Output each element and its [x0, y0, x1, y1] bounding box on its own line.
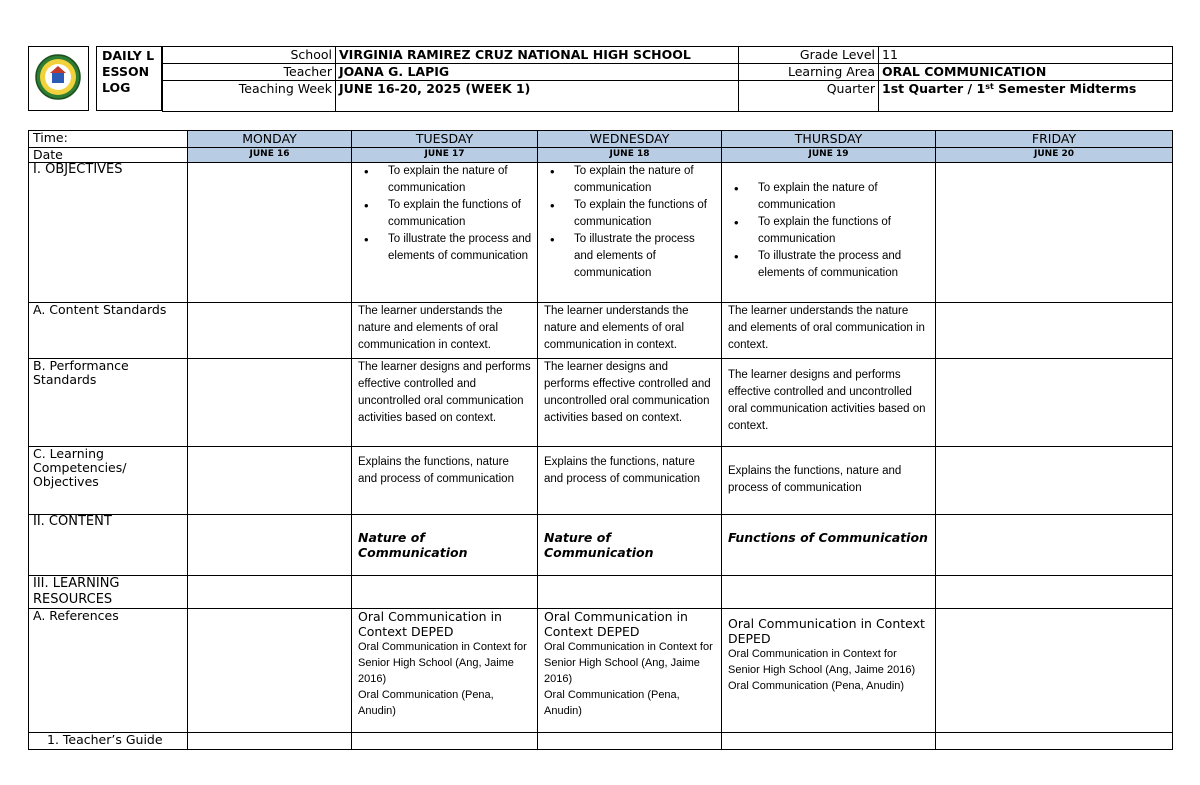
reference-deped: Oral Communication in Context DEPED	[358, 609, 502, 639]
date-monday: JUNE 16	[188, 148, 352, 163]
performance-standards-wednesday: The learner designs and performs effective controlled and uncontrolled oral communication activities based on context.	[538, 359, 722, 447]
reference-ang-jaime: Oral Communication in Context for Senior High School (Ang, Jaime 2016)	[544, 641, 713, 685]
objective-item: • To explain the functions of communication	[388, 197, 533, 231]
day-monday: MONDAY	[188, 131, 352, 148]
objectives-friday	[936, 163, 1173, 303]
teaching-week-value: JUNE 16-20, 2025 (WEEK 1)	[336, 81, 739, 112]
reference-pena-anudin: Oral Communication (Pena, Anudin)	[358, 689, 494, 717]
school-logo-cell	[28, 46, 89, 111]
content-wednesday: Nature of Communication	[538, 515, 722, 576]
date-wednesday: JUNE 18	[538, 148, 722, 163]
learning-resources-heading: III. LEARNING RESOURCES	[29, 576, 188, 609]
reference-pena-anudin: Oral Communication (Pena, Anudin)	[544, 689, 680, 717]
content-standards-thursday: The learner understands the nature and elements of oral communication in context.	[722, 303, 936, 359]
objectives-heading: I. OBJECTIVES	[29, 163, 188, 303]
references-thursday	[722, 609, 936, 733]
content-friday	[936, 515, 1173, 576]
quarter-value: 1st Quarter / 1st Semester Midterms	[879, 81, 1173, 112]
objective-item: • To illustrate the process and elements of communication	[574, 231, 717, 282]
teachers-guide-friday	[936, 733, 1173, 750]
date-label: Date	[29, 148, 188, 163]
date-friday: JUNE 20	[936, 148, 1173, 163]
content-standards-tuesday: The learner understands the nature and elements of oral communication in context.	[352, 303, 538, 359]
references-label: A. References	[29, 609, 188, 733]
objectives-wednesday	[538, 163, 722, 303]
reference-pena-anudin: Oral Communication (Pena, Anudin)	[728, 680, 905, 692]
resources-monday	[188, 576, 352, 609]
objective-item: • To explain the nature of communication	[758, 180, 931, 214]
header-info-table	[162, 46, 1173, 112]
teaching-week-label: Teaching Week	[163, 81, 336, 112]
competencies-wednesday: Explains the functions, nature and process of communication	[538, 447, 722, 515]
daily-lesson-log-title: DAILY LESSON LOG	[96, 46, 162, 111]
competencies-monday	[188, 447, 352, 515]
school-label: School	[163, 47, 336, 64]
competencies-friday	[936, 447, 1173, 515]
objectives-tuesday	[352, 163, 538, 303]
objective-item: • To illustrate the process and elements of communication	[758, 248, 931, 282]
objectives-thursday	[722, 163, 936, 303]
content-standards-monday	[188, 303, 352, 359]
competencies-tuesday: Explains the functions, nature and process of communication	[352, 447, 538, 515]
teachers-guide-thursday	[722, 733, 936, 750]
quarter-label: Quarter	[739, 81, 879, 112]
performance-standards-tuesday: The learner designs and performs effective controlled and uncontrolled oral communication activities based on context.	[352, 359, 538, 447]
learning-area-label: Learning Area	[739, 64, 879, 81]
objective-item: • To explain the functions of communication	[574, 197, 717, 231]
references-wednesday	[538, 609, 722, 733]
performance-standards-monday	[188, 359, 352, 447]
grade-level-value: 11	[879, 47, 1173, 64]
resources-thursday	[722, 576, 936, 609]
content-monday	[188, 515, 352, 576]
performance-standards-thursday: The learner designs and performs effective controlled and uncontrolled oral communication activities based on context.	[722, 359, 936, 447]
reference-deped: Oral Communication in Context DEPED	[728, 616, 925, 646]
objective-item: • To explain the functions of communication	[758, 214, 931, 248]
day-friday: FRIDAY	[936, 131, 1173, 148]
objective-item: • To explain the nature of communication	[388, 163, 533, 197]
school-seal-icon	[29, 47, 88, 110]
content-tuesday: Nature of Communication	[352, 515, 538, 576]
reference-ang-jaime: Oral Communication in Context for Senior High School (Ang, Jaime 2016)	[728, 648, 916, 676]
day-thursday: THURSDAY	[722, 131, 936, 148]
content-thursday: Functions of Communication	[722, 515, 936, 576]
content-standards-label: A. Content Standards	[29, 303, 188, 359]
references-friday	[936, 609, 1173, 733]
teachers-guide-wednesday	[538, 733, 722, 750]
teachers-guide-tuesday	[352, 733, 538, 750]
date-tuesday: JUNE 17	[352, 148, 538, 163]
resources-friday	[936, 576, 1173, 609]
competencies-thursday: Explains the functions, nature and process of communication	[722, 447, 936, 515]
teachers-guide-label: 1. Teacher’s Guide	[29, 733, 188, 750]
school-value: VIRGINIA RAMIREZ CRUZ NATIONAL HIGH SCHOOL	[336, 47, 739, 64]
date-thursday: JUNE 19	[722, 148, 936, 163]
reference-ang-jaime: Oral Communication in Context for Senior High School (Ang, Jaime 2016)	[358, 641, 527, 685]
objectives-monday	[188, 163, 352, 303]
objective-item: • To illustrate the process and elements of communication	[388, 231, 533, 265]
lesson-grid	[28, 130, 1173, 750]
learning-area-value: ORAL COMMUNICATION	[879, 64, 1173, 81]
grade-level-label: Grade Level	[739, 47, 879, 64]
performance-standards-label: B. Performance Standards	[29, 359, 188, 447]
day-wednesday: WEDNESDAY	[538, 131, 722, 148]
reference-deped: Oral Communication in Context DEPED	[544, 609, 688, 639]
competencies-label: C. Learning Competencies/ Objectives	[29, 447, 188, 515]
objective-item: • To explain the nature of communication	[574, 163, 717, 197]
content-heading: II. CONTENT	[29, 515, 188, 576]
performance-standards-friday	[936, 359, 1173, 447]
resources-tuesday	[352, 576, 538, 609]
teacher-value: JOANA G. LAPIG	[336, 64, 739, 81]
references-monday	[188, 609, 352, 733]
references-tuesday	[352, 609, 538, 733]
day-tuesday: TUESDAY	[352, 131, 538, 148]
teacher-label: Teacher	[163, 64, 336, 81]
teachers-guide-monday	[188, 733, 352, 750]
resources-wednesday	[538, 576, 722, 609]
content-standards-friday	[936, 303, 1173, 359]
content-standards-wednesday: The learner understands the nature and elements of oral communication in context.	[538, 303, 722, 359]
time-label: Time:	[29, 131, 188, 148]
